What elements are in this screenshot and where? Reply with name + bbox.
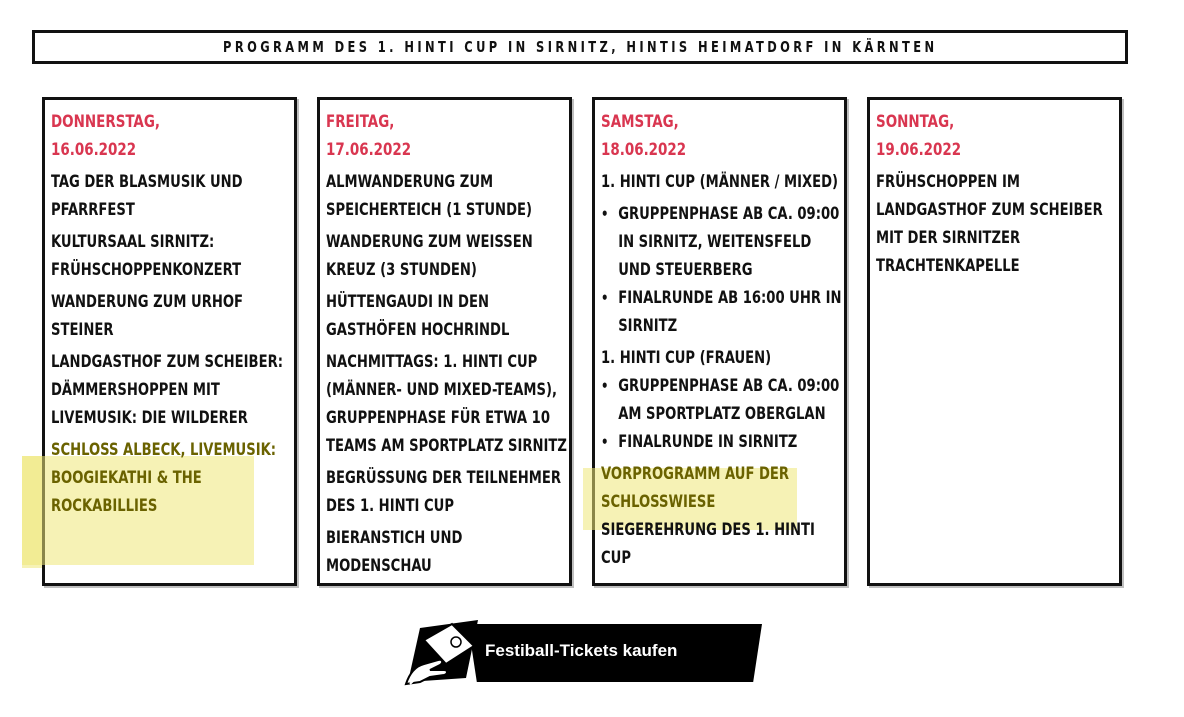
event-sub-item: • FINALRUNDE AB 16:00 UHR IN SIRNITZ xyxy=(601,284,844,340)
buy-tickets-button[interactable] xyxy=(400,620,762,686)
event-entry: HÜTTENGAUDI IN DEN GASTHÖFEN HOCHRINDL xyxy=(326,292,510,340)
event-entry: KULTURSAAL SIRNITZ: FRÜHSCHOPPENKONZERT xyxy=(51,232,242,280)
event-entry: LANDGASTHOF ZUM SCHEIBER: DÄMMERSHOPPEN MIT LIVEMUSIK: DIE WILDERER xyxy=(51,352,283,428)
event-group-title: 1. HINTI CUP (FRAUEN) xyxy=(601,348,772,368)
ticket-hand-icon xyxy=(400,620,490,686)
day-name: DONNERSTAG, xyxy=(51,112,160,132)
day-name: FREITAG, xyxy=(326,112,395,132)
event-sub-list xyxy=(601,372,844,456)
event-sub-list xyxy=(601,200,844,340)
event-sub-item: • FINALRUNDE IN SIRNITZ xyxy=(601,428,844,456)
event-sub-item: • GRUPPENPHASE AB CA. 09:00 IN SIRNITZ, WEITENSFELD UND STEUERBERG xyxy=(601,200,844,284)
day-date: 19.06.2022 xyxy=(876,140,962,160)
day-card-saturday xyxy=(592,97,847,586)
buy-tickets-label: Festiball-Tickets kaufen xyxy=(485,641,678,660)
event-entry: WANDERUNG ZUM URHOF STEINER xyxy=(51,292,244,340)
day-date: 16.06.2022 xyxy=(51,140,137,160)
day-card-thursday xyxy=(42,97,297,586)
event-entry: TAG DER BLASMUSIK UND PFARRFEST xyxy=(51,172,243,220)
event-entry-highlighted: SCHLOSS ALBECK, LIVEMUSIK: BOOGIEKATHI & THE ROCKABILLIES xyxy=(51,440,277,516)
event-entry-highlighted: VORPROGRAMM AUF DER SCHLOSSWIESE xyxy=(601,464,790,512)
day-card-sunday xyxy=(867,97,1122,586)
day-date: 17.06.2022 xyxy=(326,140,412,160)
program-title-bar xyxy=(32,30,1128,64)
day-name: SONNTAG, xyxy=(876,112,955,132)
event-group-title: 1. HINTI CUP (MÄNNER / MIXED) xyxy=(601,172,839,192)
day-name: SAMSTAG, xyxy=(601,112,679,132)
event-sub-item: • GRUPPENPHASE AB CA. 09:00 AM SPORTPLATZ OBERGLAN xyxy=(601,372,844,428)
event-entry: SIEGEREHRUNG DES 1. HINTI CUP xyxy=(601,520,815,568)
event-entry: WANDERUNG ZUM WEISSEN KREUZ (3 STUNDEN) xyxy=(326,232,533,280)
event-entry: BIERANSTICH UND MODENSCHAU xyxy=(326,528,463,576)
event-entry: NACHMITTAGS: 1. HINTI CUP (MÄNNER- UND MIXED-TEAMS), GRUPPENPHASE FÜR ETWA 10 TEAMS AM SPORTPLATZ SIRNITZ xyxy=(326,352,567,456)
event-entry: BEGRÜSSUNG DER TEILNEHMER DES 1. HINTI CUP xyxy=(326,468,562,516)
day-card-friday xyxy=(317,97,572,586)
day-date: 18.06.2022 xyxy=(601,140,687,160)
event-entry: ALMWANDERUNG ZUM SPEICHERTEICH (1 STUNDE) xyxy=(326,172,532,220)
page-title: PROGRAMM DES 1. HINTI CUP IN SIRNITZ, HINTIS HEIMATDORF IN KÄRNTEN xyxy=(222,38,938,56)
event-entry: FRÜHSCHOPPEN IM LANDGASTHOF ZUM SCHEIBER MIT DER SIRNITZER TRACHTENKAPELLE xyxy=(876,172,1103,276)
